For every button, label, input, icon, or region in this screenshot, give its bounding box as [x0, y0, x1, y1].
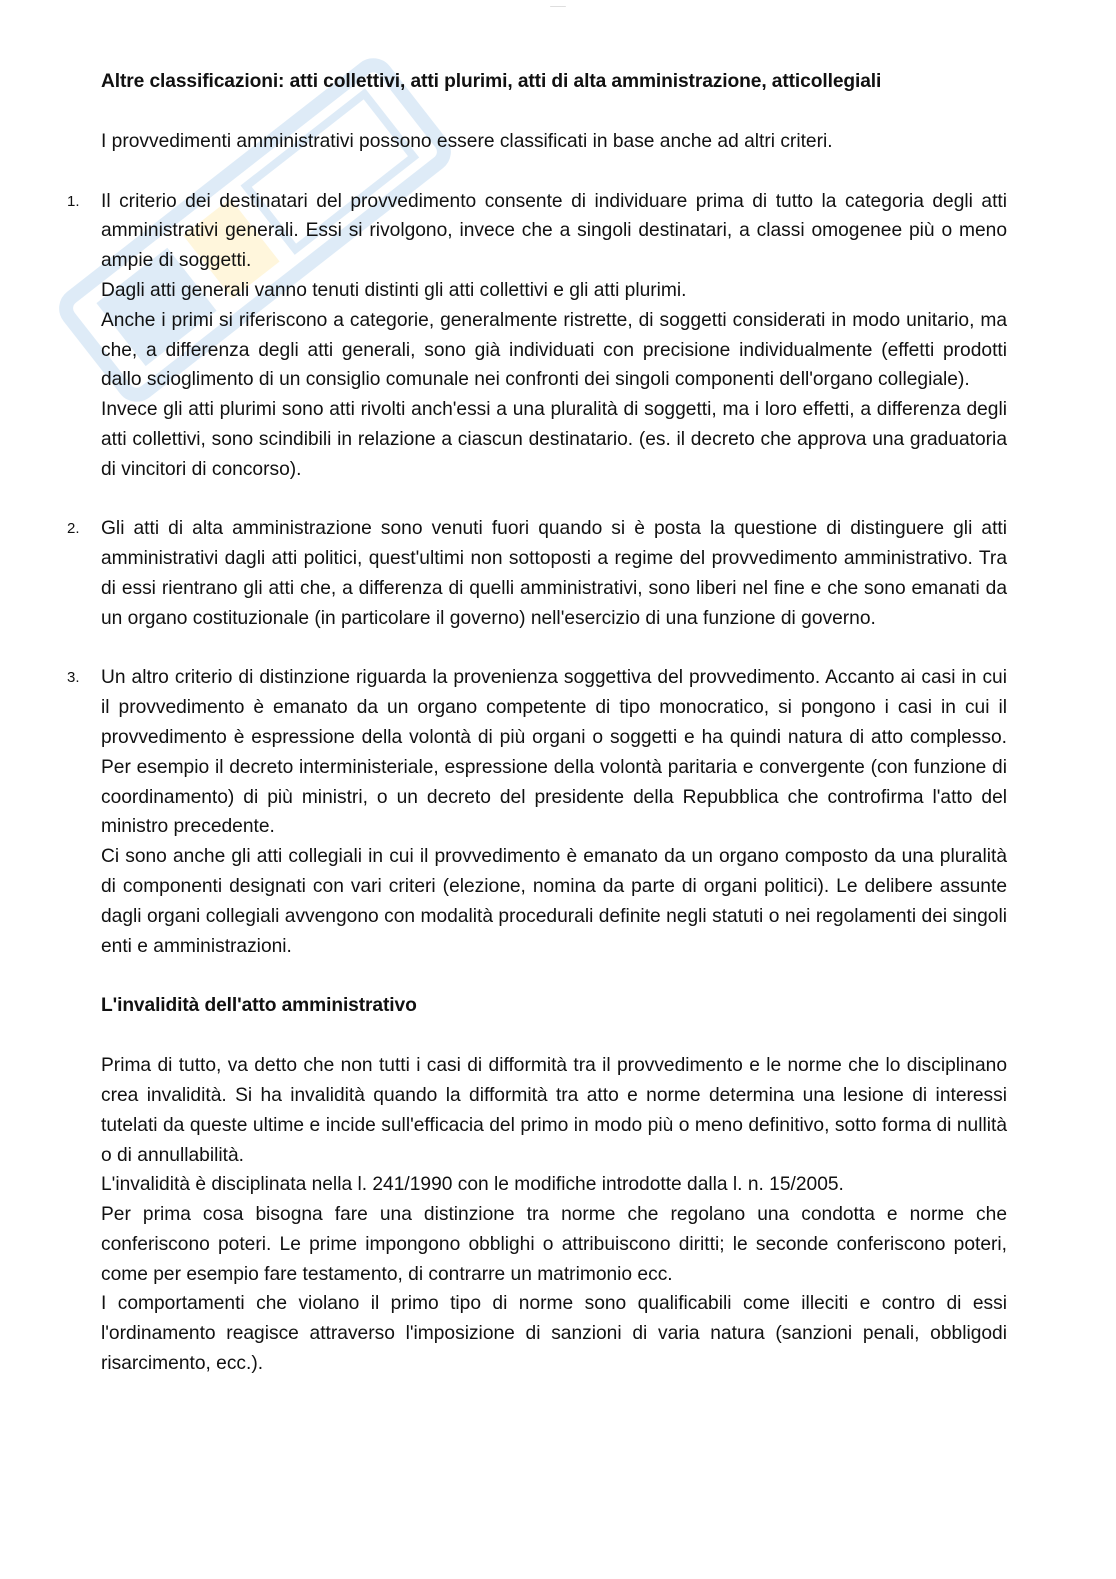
document-body — [67, 67, 1007, 1379]
body-paragraph: L'invalidità è disciplinata nella l. 241/1990 con le modifiche introdotte dalla l. n. 15/2005. — [101, 1174, 844, 1196]
numbered-list — [67, 187, 1007, 962]
list-paragraph: Dagli atti generali vanno tenuti distinti gli atti collettivi e gli atti plurimi. — [101, 279, 687, 301]
page-header-mark: ____ — [550, 0, 566, 7]
list-number: 1. — [67, 192, 80, 210]
intro-paragraph: I provvedimenti amministrativi possono essere classificati in base anche ad altri criteri. — [101, 130, 833, 152]
body-paragraph: I comportamenti che violano il primo tipo di norme sono qualificabili come illeciti e contro di essi l'ordinamento reagisce attraverso l'imposizione di sanzioni di varia natura (sanzioni penali, obbligodi risarcimento, ecc.). — [101, 1293, 1007, 1375]
list-paragraph: Anche i primi si riferiscono a categorie, generalmente ristrette, di soggetti considerati in modo unitario, ma che, a differenza degli atti generali, sono già individuati con precisione individualmente (effetti prodotti dallo scioglimento di un consiglio comunale nei confronti dei singoli componenti dell'organo collegiale). — [101, 309, 1007, 391]
section-heading-classificazioni: Altre classificazioni: atti collettivi, atti plurimi, atti di alta amministrazione, atticollegiali — [101, 71, 882, 92]
section-heading-invalidita: L'invalidità dell'atto amministrativo — [101, 995, 417, 1017]
list-paragraph: Gli atti di alta amministrazione sono venuti fuori quando si è posta la questione di distinguere gli atti amministrativi dagli atti politici, quest'ultimi non sottoposti a regime del provvedimento amministrativo. Tra di essi rientrano gli atti che, a differenza di quelli amministrativi, sono liberi nel fine e che sono emanati da un organo costituzionale (in particolare il governo) nell'esercizio di una funzione di governo. — [101, 518, 1007, 629]
list-item — [67, 187, 1007, 485]
body-paragraph: Per prima cosa bisogna fare una distinzione tra norme che regolano una condotta e norme che conferiscono poteri. Le prime impongono obblighi o attribuiscono diritti; le seconde conferiscono poteri, come per esempio fare testamento, di contrarre un matrimonio ecc. — [101, 1204, 1007, 1285]
body-paragraph: Prima di tutto, va detto che non tutti i casi di difformità tra il provvedimento e le norme che lo disciplinano crea invalidità. Si ha invalidità quando la difformità tra atto e norme determina una lesione di interessi tutelati da queste ultime e incide sull'efficacia del primo in modo più o meno definitivo, sotto forma di nullità o di annullabilità. — [101, 1055, 1007, 1166]
list-paragraph: Il criterio dei destinatari del provvedimento consente di individuare prima di tutto la categoria degli atti amministrativi generali. Essi si rivolgono, invece che a singoli destinatari, a classi omogenee più o meno ampie di soggetti. — [101, 190, 1007, 272]
list-item — [67, 514, 1007, 633]
list-item — [67, 663, 1007, 961]
list-number: 3. — [67, 669, 80, 687]
list-paragraph: Ci sono anche gli atti collegiali in cui il provvedimento è emanato da un organo composto da una pluralità di componenti designati con vari criteri (elezione, nomina da parte di organi politici). Le delibere assunte dagli organi collegiali avvengono con modalità procedurali definite negli statuti o nei regolamenti dei singoli enti e amministrazioni. — [101, 846, 1007, 957]
list-paragraph: Un altro criterio di distinzione riguarda la provenienza soggettiva del provvedimento. Accanto ai casi in cui il provvedimento è emanato da un organo competente di tipo monocratico, si pongono i casi in cui il provvedimento è espressione della volontà di più organi o soggetti e ha quindi natura di atto complesso. Per esempio il decreto interministeriale, espressione della volontà paritaria e convergente (con funzione di coordinamento) di più ministri, o un decreto del presidente della Repubblica che controfirma l'atto del ministro precedente. — [101, 667, 1007, 838]
list-number: 2. — [67, 520, 80, 538]
list-paragraph: Invece gli atti plurimi sono atti rivolti anch'essi a una pluralità di soggetti, ma i loro effetti, a differenza degli atti collettivi, sono scindibili in relazione a ciascun destinatario. (es. il decreto che approva una graduatoria di vincitori di concorso). — [101, 399, 1007, 480]
